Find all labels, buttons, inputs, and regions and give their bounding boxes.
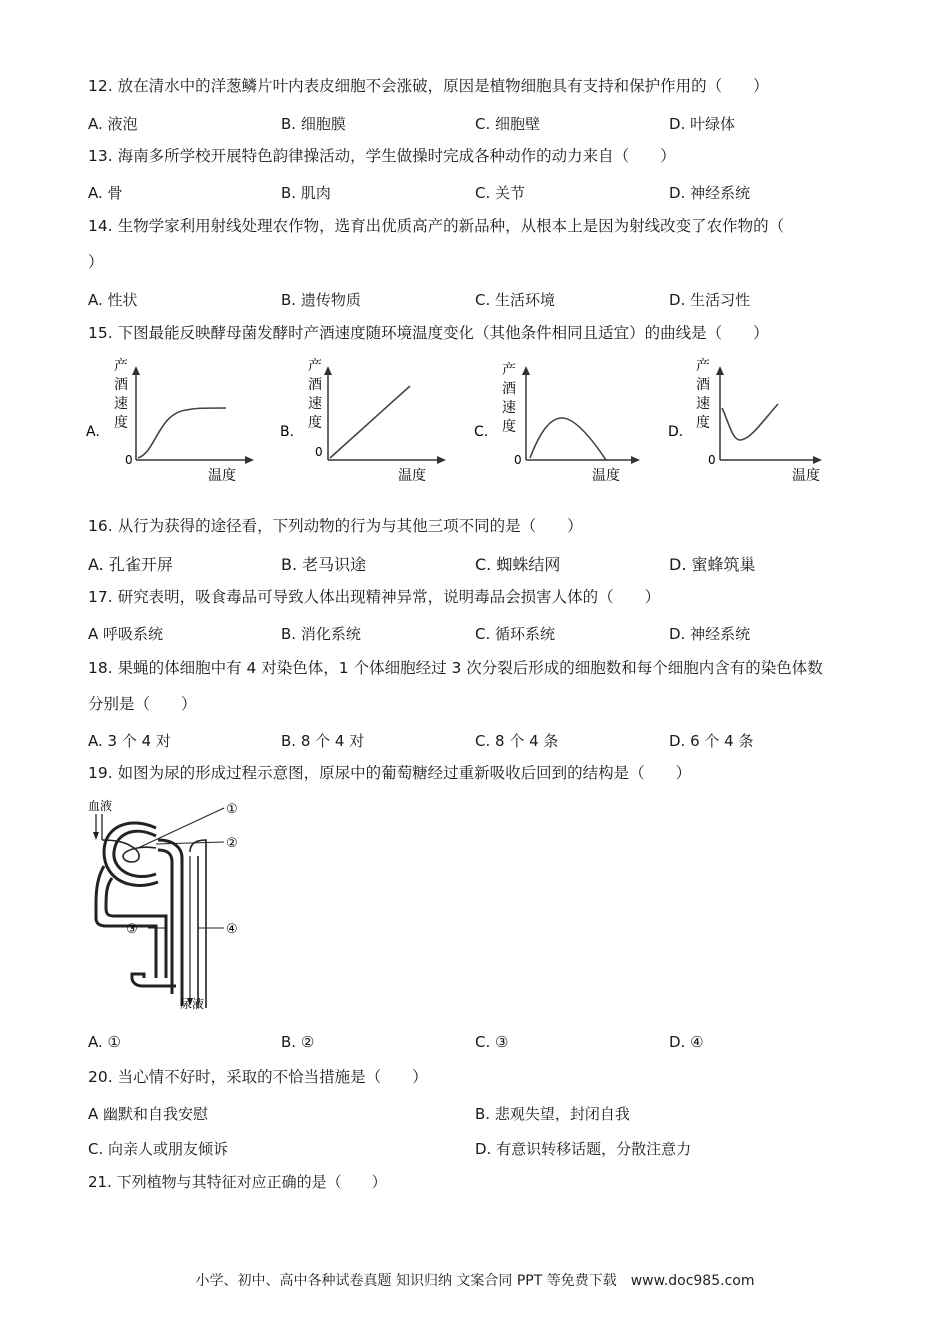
svg-text:产: 产 (308, 358, 322, 374)
graph-c-xlabel: 温度 (592, 468, 620, 484)
question-16-options (88, 552, 868, 572)
graph-d-option-label: D. (668, 424, 684, 440)
question-13-options (88, 182, 868, 202)
option-d: D. 有意识转移话题，分散注意力 (475, 1140, 692, 1158)
graph-a-origin: 0 (125, 453, 133, 467)
question-21: 21. 下列植物与其特征对应正确的是（ ） (88, 1173, 387, 1191)
graph-b (280, 352, 450, 484)
option-b: B. 老马识途 (281, 555, 367, 574)
svg-text:度: 度 (308, 415, 322, 431)
svg-text:酒: 酒 (114, 377, 128, 393)
option-b: B. 8 个 4 对 (281, 732, 365, 750)
question-12-options (88, 113, 868, 133)
graph-c-origin: 0 (514, 453, 522, 467)
question-14-line1: 14. 生物学家利用射线处理农作物，选育出优质高产的新品种，从根本上是因为射线改变了农作物的（ (88, 217, 785, 235)
svg-text:酒: 酒 (308, 377, 322, 393)
question-20-options-row1 (88, 1103, 868, 1123)
option-d: D. 神经系统 (669, 184, 751, 202)
option-c: C. 循环系统 (475, 625, 556, 643)
option-c: C. 关节 (475, 184, 526, 202)
svg-text:度: 度 (114, 415, 128, 431)
graph-c-ylabel (502, 361, 516, 435)
option-b: B. 遗传物质 (281, 291, 361, 309)
mark-1: ① (226, 802, 238, 817)
graph-c-option-label: C. (474, 424, 489, 440)
svg-text:酒: 酒 (696, 377, 710, 393)
graph-d-curve (722, 404, 778, 440)
graph-b-ylabel (308, 357, 322, 431)
graph-a-y-arrow (132, 366, 140, 375)
option-d: D. ④ (669, 1033, 704, 1051)
graph-b-line (330, 386, 410, 458)
nephron-diagram (86, 796, 256, 1014)
option-c: C. 生活环境 (475, 291, 556, 309)
svg-text:产: 产 (696, 358, 710, 374)
question-18-line1: 18. 果蝇的体细胞中有 4 对染色体，1 个体细胞经过 3 次分裂后形成的细胞数和每个细胞内含有的染色体数 (88, 659, 823, 677)
question-19-options (88, 1033, 868, 1053)
graph-d (668, 352, 838, 484)
page-footer: 小学、初中、高中各种试卷真题 知识归纳 文案合同 PPT 等免费下载 www.doc985.com (195, 1273, 755, 1289)
svg-text:度: 度 (502, 419, 516, 435)
option-c: C. 细胞壁 (475, 115, 541, 133)
graph-b-x-arrow (437, 456, 446, 464)
graph-d-x-arrow (813, 456, 822, 464)
option-b: B. 悲观失望，封闭自我 (475, 1105, 630, 1123)
graph-b-origin: 0 (315, 445, 323, 459)
option-d: D. 6 个 4 条 (669, 732, 754, 750)
graph-b-option-label: B. (280, 424, 295, 440)
graph-c-curve (530, 418, 606, 460)
graph-d-y-arrow (716, 366, 724, 375)
option-d: D. 蜜蜂筑巢 (669, 555, 756, 574)
graph-d-ylabel (696, 357, 710, 431)
question-18-line2: 分别是（ ） (88, 695, 197, 713)
graph-b-y-arrow (324, 366, 332, 375)
option-a: A. 孔雀开屏 (88, 555, 173, 574)
option-b: B. 细胞膜 (281, 115, 346, 133)
svg-text:速: 速 (502, 400, 516, 416)
graph-a-xlabel: 温度 (208, 468, 236, 484)
option-a: A. 3 个 4 对 (88, 732, 171, 750)
urine-label: 尿液 (180, 997, 205, 1011)
blood-label: 血液 (88, 799, 113, 813)
mark-4: ④ (226, 922, 238, 937)
graph-c-x-arrow (631, 456, 640, 464)
option-b: B. 消化系统 (281, 625, 361, 643)
question-20-options-row2 (88, 1138, 868, 1158)
graph-d-origin: 0 (708, 453, 716, 467)
question-13: 13. 海南多所学校开展特色韵律操活动，学生做操时完成各种动作的动力来自（ ） (88, 147, 676, 165)
capillary (158, 840, 182, 1006)
graph-a-x-arrow (245, 456, 254, 464)
option-d: D. 生活习性 (669, 291, 751, 309)
mark-3: ③ (126, 922, 138, 937)
option-a: A. ① (88, 1033, 121, 1051)
option-a: A. 骨 (88, 184, 123, 202)
question-15: 15. 下图最能反映酵母菌发酵时产酒速度随环境温度变化（其他条件相同且适宜）的曲线是（ ） (88, 324, 769, 342)
option-d: D. 叶绿体 (669, 115, 736, 133)
option-a: A. 液泡 (88, 115, 138, 133)
graph-c-y-arrow (522, 366, 530, 375)
graph-c (474, 352, 644, 484)
option-a: A 呼吸系统 (88, 625, 164, 643)
graph-a-option-label: A. (86, 424, 100, 440)
svg-text:产: 产 (114, 358, 128, 374)
option-a: A. 性状 (88, 291, 138, 309)
svg-text:速: 速 (696, 396, 710, 412)
svg-text:酒: 酒 (502, 381, 516, 397)
question-19: 19. 如图为尿的形成过程示意图，原尿中的葡萄糖经过重新吸收后回到的结构是（ ） (88, 764, 692, 782)
option-c: C. ③ (475, 1033, 509, 1051)
question-20: 20. 当心情不好时，采取的不恰当措施是（ ） (88, 1068, 428, 1086)
question-16: 16. 从行为获得的途径看，下列动物的行为与其他三项不同的是（ ） (88, 517, 583, 535)
option-b: B. 肌肉 (281, 184, 331, 202)
svg-text:产: 产 (502, 362, 516, 378)
svg-text:度: 度 (696, 415, 710, 431)
question-18-options (88, 730, 868, 750)
question-14-options (88, 289, 868, 309)
graph-a (86, 352, 256, 484)
graph-a-ylabel (114, 357, 128, 431)
graph-b-xlabel: 温度 (398, 468, 426, 484)
option-c: C. 向亲人或朋友倾诉 (88, 1140, 229, 1158)
graph-a-curve (138, 408, 226, 458)
option-d: D. 神经系统 (669, 625, 751, 643)
option-c: C. 蜘蛛结网 (475, 555, 561, 574)
question-14-line2: ） (88, 253, 104, 271)
question-17-options (88, 623, 868, 643)
mark-2: ② (226, 836, 238, 851)
question-17: 17. 研究表明，吸食毒品可导致人体出现精神异常，说明毒品会损害人体的（ ） (88, 588, 661, 606)
option-c: C. 8 个 4 条 (475, 732, 559, 750)
option-b: B. ② (281, 1033, 315, 1051)
bowman-capsule (114, 831, 156, 876)
question-12: 12. 放在清水中的洋葱鳞片叶内表皮细胞不会涨破，原因是植物细胞具有支持和保护作用的（ ） (88, 77, 769, 95)
graph-d-xlabel: 温度 (792, 468, 820, 484)
svg-text:速: 速 (114, 396, 128, 412)
option-a: A 幽默和自我安慰 (88, 1105, 209, 1123)
svg-text:速: 速 (308, 396, 322, 412)
